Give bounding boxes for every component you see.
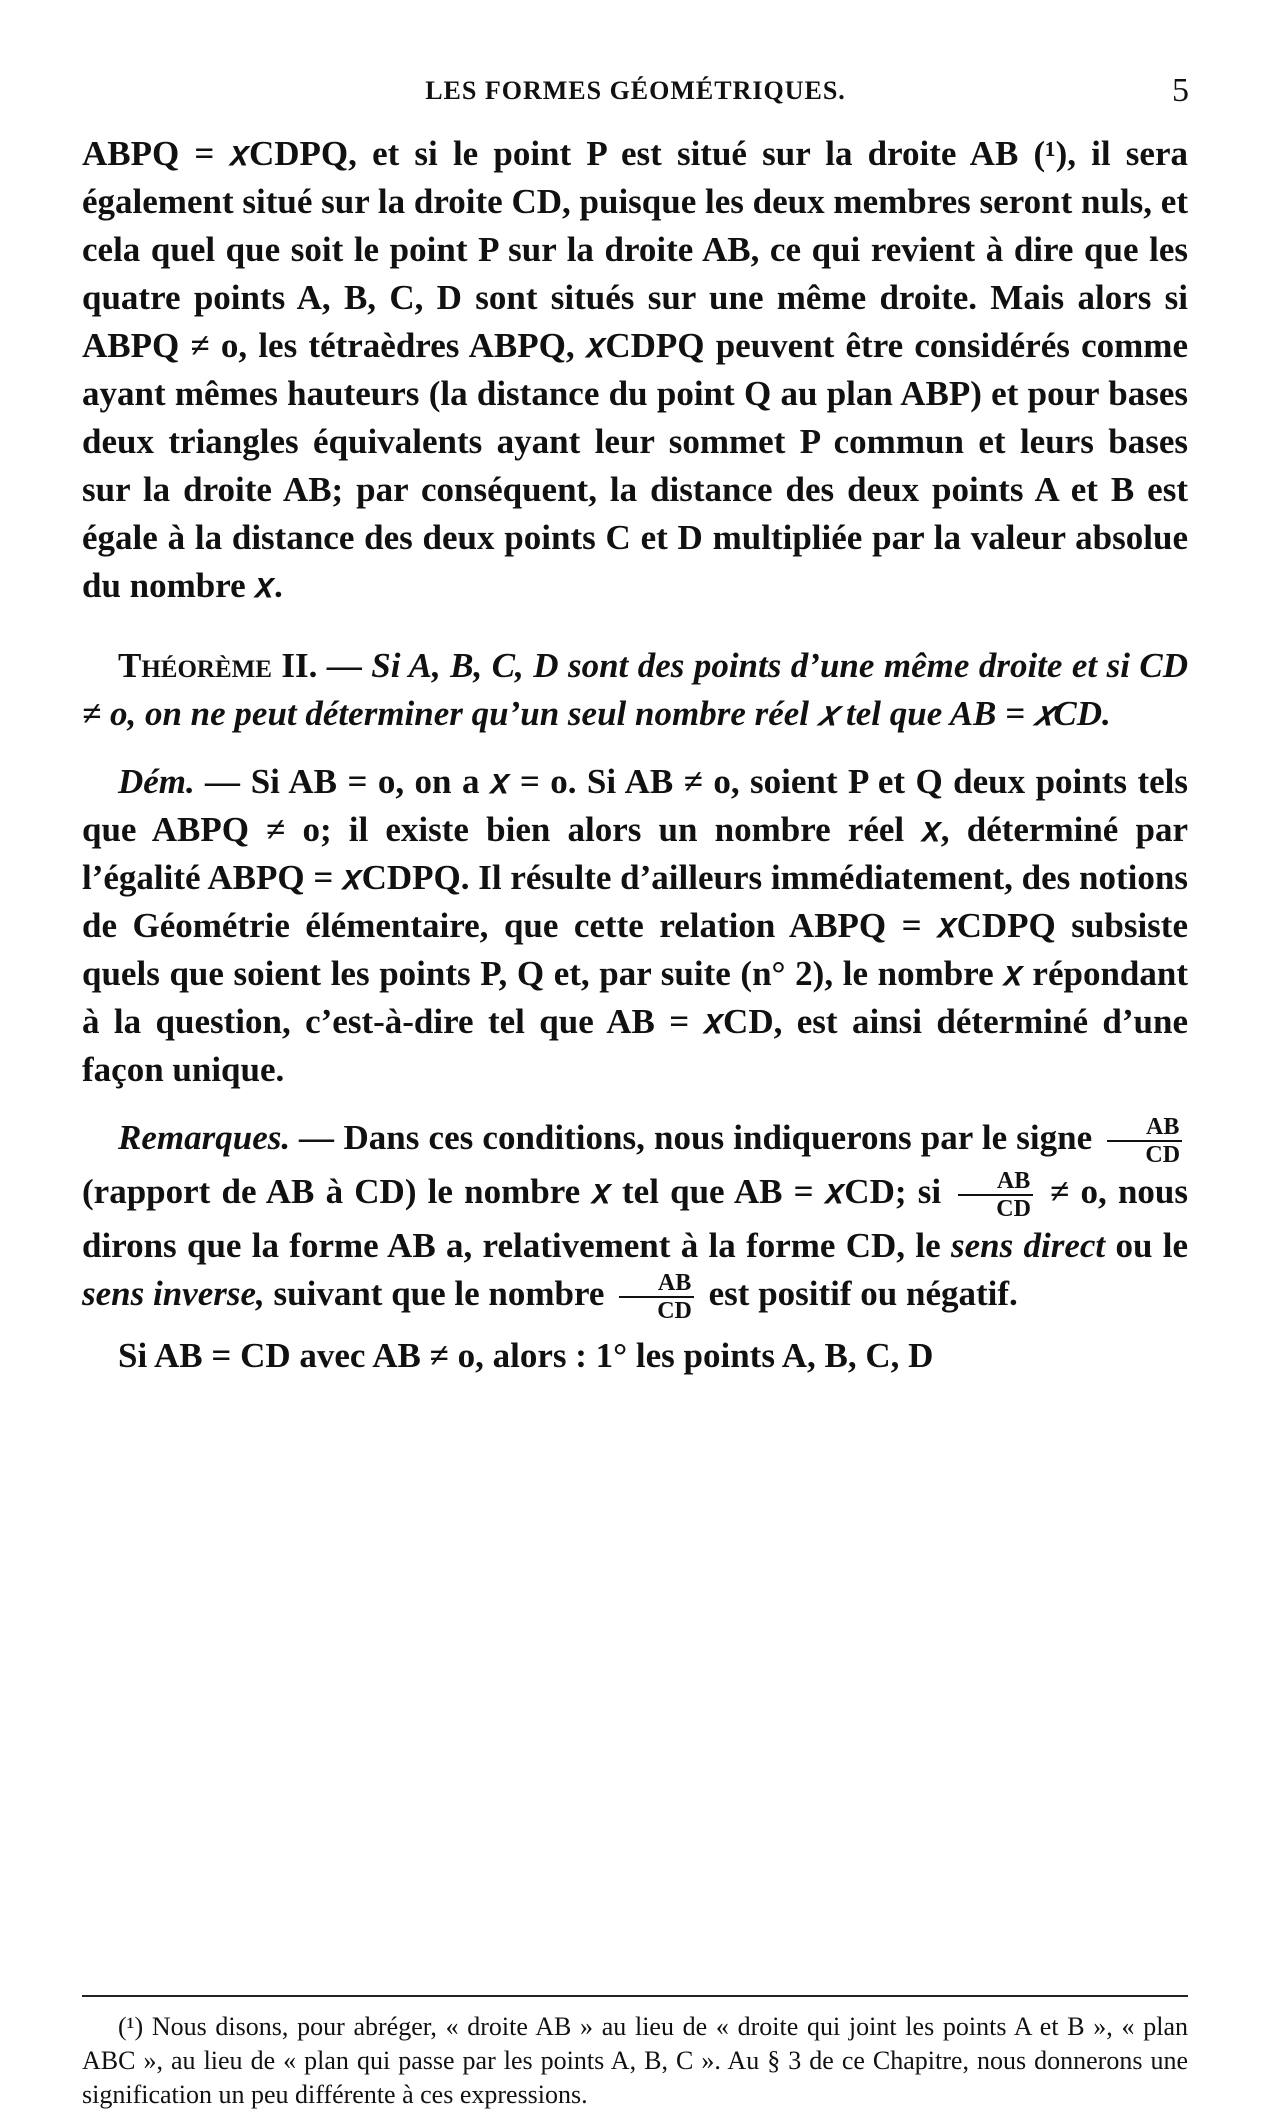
fraction-ab-cd [1107,1114,1182,1168]
remarks-text-d: ou le [1115,1226,1189,1265]
fraction-ab-cd [958,1168,1033,1222]
running-head: LES FORMES GÉOMÉTRIQUES. [425,76,846,105]
remarks-label: Remarques. — [118,1118,335,1158]
sens-inverse: sens inverse, [82,1274,265,1314]
theorem-statement: Si A, B, C, D sont des points d’une même droite et si CD ≠ o, on ne peut déterminer qu’un seul nombre réel 𝑥 tel que AB = 𝑥CD. [82,646,1189,733]
page-number: 5 [1172,72,1189,109]
sens-direct: sens direct [950,1226,1106,1265]
remarks-text-f: est positif ou négatif. [708,1274,1018,1314]
remarks-text-b: (rapport de AB à CD) le nombre 𝑥 tel que AB = 𝑥CD; si [82,1172,942,1212]
proof-text: Si AB = o, on a 𝑥 = o. Si AB ≠ o, soient P et Q deux points tels que ABPQ ≠ o; il existe bien alors un nombre réel 𝑥, déterminé par l’égalité ABPQ = 𝑥CDPQ. Il résulte d’ailleurs immédiatement, des notions de Géométrie élémentaire, que cette relation ABPQ = 𝑥CDPQ subsiste quels que soient les points P, Q et, par suite (n° 2), le nombre 𝑥 répondant à la question, c’est-à-dire tel que AB = 𝑥CD, est ainsi déterminé d’une façon unique. [82,762,1188,1089]
fraction-numerator: AB [619,1270,694,1298]
main-text [82,130,1188,1380]
proof-label: Dém. — [118,762,241,801]
paragraph-1: ABPQ = 𝑥CDPQ, et si le point P est situé sur la droite AB (¹), il sera également situé sur la droite CD, puisque les deux membres seront nuls, et cela quel que soit le point P sur la droite AB, ce qui revient à dire que les quatre points A, B, C, D sont situés sur une même droite. Mais alors si ABPQ ≠ o, les tétraèdres ABPQ, 𝑥CDPQ peuvent être considérés comme ayant mêmes hauteurs (la distance du point Q au plan ABP) et pour bases deux triangles équivalents ayant leur sommet P commun et leurs bases sur la droite AB; par conséquent, la distance des deux points A et B est égale à la distance des deux points C et D multipliée par la valeur absolue du nombre 𝑥. [82,134,1188,605]
proof-paragraph [82,758,1188,1094]
footnote: (¹) Nous disons, pour abréger, « droite AB » au lieu de « droite qui joint les points A et B », « plan ABC », au lieu de « plan qui passe par les points A, B, C ». Au § 3 de ce Chapitre, nous donnerons une signification un peu différente à ces expressions. [82,2012,1188,2109]
remarks-paragraph [82,1114,1188,1324]
fraction-numerator: AB [1107,1114,1182,1142]
fraction-denominator: CD [1145,1142,1181,1168]
remarks-text-e: suivant que le nombre [273,1274,605,1314]
page-header [82,72,1189,112]
fraction-numerator: AB [958,1168,1033,1196]
footnote-divider [82,1995,1188,1997]
fraction-denominator: CD [657,1298,692,1324]
fraction-ab-cd [619,1270,694,1324]
theorem-paragraph [82,642,1188,738]
remarks-text-a: Dans ces conditions, nous indiquerons par le signe [343,1118,1093,1158]
last-line: Si AB = CD avec AB ≠ o, alors : 1° les points A, B, C, D [118,1336,934,1375]
theorem-label: Théorème II. — [118,646,362,685]
fraction-denominator: CD [996,1196,1031,1222]
remarks-text-c: ≠ o, nous dirons que la forme AB a, relativement à la forme CD, le [82,1172,1189,1265]
